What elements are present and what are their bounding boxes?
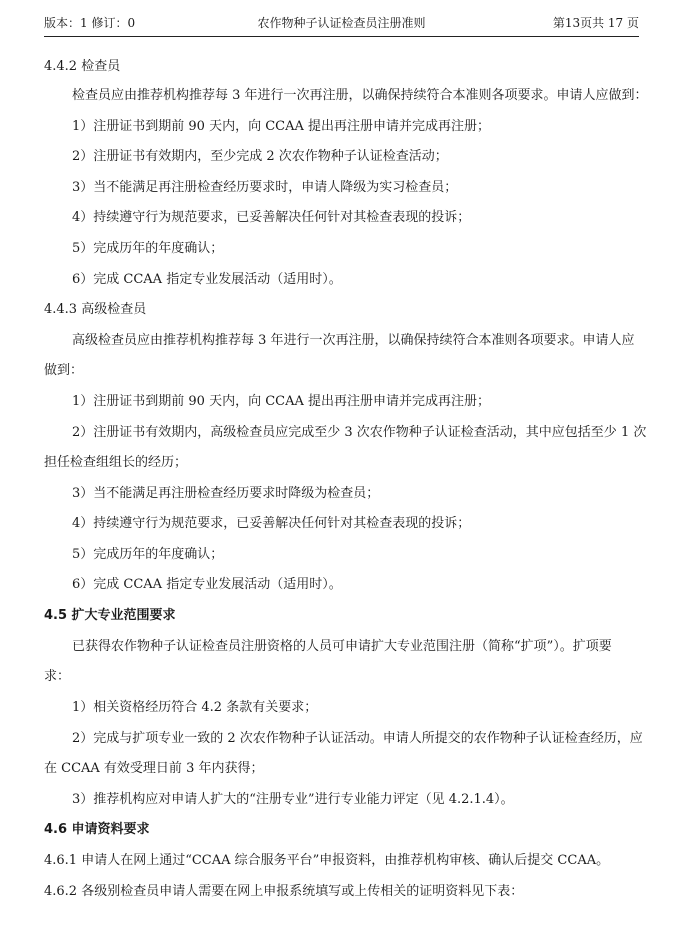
section-heading: 4.5 扩大专业范围要求 xyxy=(44,608,176,623)
header-version: 版本：1 修订：0 xyxy=(44,16,136,30)
header-page-number: 第13页共 17 页 xyxy=(552,16,639,30)
paragraph-line: 4.6.2 各级别检查员申请人需要在网上申报系统填写或上传相关的证明资料见下表： xyxy=(44,884,524,899)
paragraph-line: 3）推荐机构应对申请人扩大的“注册专业”进行专业能力评定（见 4.2.1.4）。 xyxy=(72,792,514,807)
paragraph-line: 4）持续遵守行为规范要求，已妥善解决任何针对其检查表现的投诉； xyxy=(72,210,471,225)
paragraph-line: 1）相关资格经历符合 4.2 条款有关要求； xyxy=(72,700,318,715)
paragraph-line: 担任检查组组长的经历； xyxy=(44,455,188,470)
paragraph-line: 5）完成历年的年度确认； xyxy=(72,547,224,562)
page-header xyxy=(44,0,639,38)
paragraph-line: 3）当不能满足再注册检查经历要求时降级为检查员； xyxy=(72,486,380,501)
paragraph-line: 检查员应由推荐机构推荐每 3 年进行一次再注册，以确保持续符合本准则各项要求。申请人应做到： xyxy=(72,88,648,103)
paragraph-line: 2）注册证书有效期内，至少完成 2 次农作物种子认证检查活动； xyxy=(72,149,448,164)
paragraph-line: 求： xyxy=(44,669,71,684)
paragraph-line: 4.4.2 检查员 xyxy=(44,59,121,74)
paragraph-line: 4）持续遵守行为规范要求，已妥善解决任何针对其检查表现的投诉； xyxy=(72,516,471,531)
paragraph-line: 1）注册证书到期前 90 天内，向 CCAA 提出再注册申请并完成再注册； xyxy=(72,119,491,134)
header-doc-title: 农作物种子认证检查员注册准则 xyxy=(257,16,426,30)
paragraph-line: 已获得农作物种子认证检查员注册资格的人员可申请扩大专业范围注册（简称“扩项”）。扩项要 xyxy=(72,639,612,654)
paragraph-line: 4.4.3 高级检查员 xyxy=(44,302,147,317)
section-heading: 4.6 申请资料要求 xyxy=(44,822,150,837)
paragraph-line: 做到： xyxy=(44,363,84,378)
paragraph-line: 2）注册证书有效期内，高级检查员应完成至少 3 次农作物种子认证检查活动，其中应包括至少 1 次 xyxy=(72,425,647,440)
paragraph-line: 3）当不能满足再注册检查经历要求时，申请人降级为实习检查员； xyxy=(72,180,458,195)
header-rule xyxy=(44,36,639,37)
paragraph-line: 2）完成与扩项专业一致的 2 次农作物种子认证活动。申请人所提交的农作物种子认证检查经历，应 xyxy=(72,731,643,746)
paragraph-line: 6）完成 CCAA 指定专业发展活动（适用时）。 xyxy=(72,577,342,592)
paragraph-line: 6）完成 CCAA 指定专业发展活动（适用时）。 xyxy=(72,272,342,287)
paragraph-line: 在 CCAA 有效受理日前 3 年内获得； xyxy=(44,761,264,776)
paragraph-line: 5）完成历年的年度确认； xyxy=(72,241,224,256)
paragraph-line: 高级检查员应由推荐机构推荐每 3 年进行一次再注册，以确保持续符合本准则各项要求。申请人应 xyxy=(72,333,635,348)
paragraph-line: 1）注册证书到期前 90 天内，向 CCAA 提出再注册申请并完成再注册； xyxy=(72,394,491,409)
paragraph-line: 4.6.1 申请人在网上通过“CCAA 综合服务平台”申报资料，由推荐机构审核、确认后提交 CCAA。 xyxy=(44,853,610,868)
